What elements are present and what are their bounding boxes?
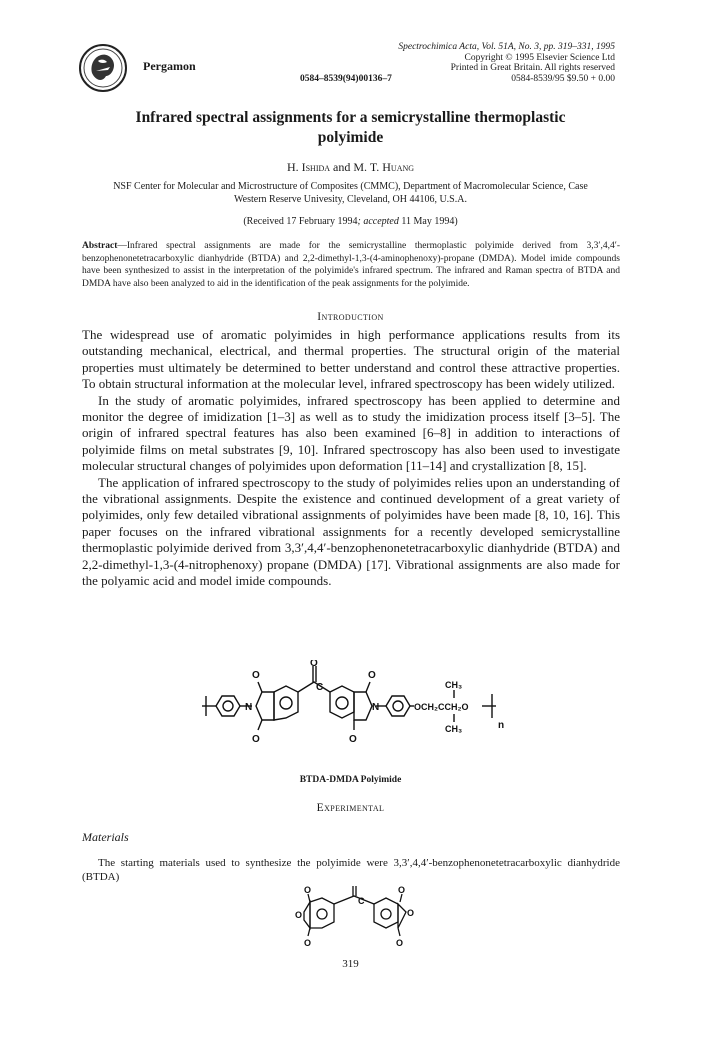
methyl-group: CH₃ — [445, 680, 463, 690]
price-line: 0584-8539/95 $9.50 + 0.00 — [511, 73, 615, 84]
publisher-logo — [78, 43, 128, 93]
article-title: Infrared spectral assignments for a semicrystalline thermoplastic polyimide — [135, 109, 566, 146]
atom-o: O — [368, 670, 376, 681]
introduction-body — [82, 327, 620, 590]
materials-text: The starting materials used to synthesize the polyimide were 3,3′,4,4′-benzophenonetetracarboxylic dianhydride (BTDA) — [82, 857, 620, 883]
figure-caption: BTDA-DMDA Polyimide — [299, 775, 402, 785]
polyimide-structure — [200, 660, 520, 772]
atom-o: O — [349, 734, 357, 745]
atom-n: N — [372, 702, 380, 713]
introduction-heading: Introduction — [317, 311, 384, 323]
received-line: (Received 17 February 1994; accepted 11 May 1994) — [243, 216, 458, 227]
author-line — [0, 160, 701, 175]
intro-paragraph-2: In the study of aromatic polyimides, infrared spectroscopy has been applied to determine and monitor the degree of imidization [1–3] as well as to study the imidization process itself [3–5]. The origin of infrared spectral features has also been examined [6–8] in addition to interactions of polyimide films on metal substrates [9, 10]. Infrared spectroscopy has also been used to investigate molecular structural changes of polyimides upon deformation [11–14] and crystallization [8, 15]. — [82, 392, 620, 474]
author-join: and — [330, 160, 354, 174]
atom-o: O — [252, 734, 260, 745]
atom-o: O — [295, 910, 303, 920]
printed-line: Printed in Great Britain. All rights reserved — [450, 63, 615, 74]
atom-c: C — [358, 896, 365, 906]
materials-subheading: Materials — [82, 830, 129, 844]
accepted-date: 11 May 1994 — [401, 216, 455, 227]
experimental-heading: Experimental — [316, 802, 385, 814]
article-code: 0584–8539(94)00136–7 — [300, 74, 392, 84]
btda-structure-svg — [290, 884, 420, 946]
journal-citation: Spectrochimica Acta, Vol. 51A, No. 3, pp. 319–331, 1995 — [398, 42, 615, 52]
atom-o: O — [407, 908, 415, 918]
abstract-label: Abstract — [82, 241, 118, 251]
received-date: 17 February 1994 — [286, 216, 358, 227]
btda-structure — [290, 884, 420, 946]
atom-o: O — [396, 938, 404, 946]
atom-o: O — [310, 660, 318, 669]
publisher-name: Pergamon — [143, 59, 196, 73]
polyimide-structure-svg — [200, 660, 520, 772]
dmda-chain: OCH₂CCH₂O — [414, 702, 469, 712]
abstract-text: —Infrared spectral assignments are made for the semicrystalline thermoplastic polyimide derived from 3,3′,4,4′-benzophenonetetracarboxylic dianhydride (BTDA) and 2,2-dimethyl-1,3-(4-aminophenoxy)-propane (DMDA). Model imide compounds have been synthesized to assist in the interpretation of the polyimide's infrared spectrum. The infrared and Raman spectra of BTDA and DMDA have also been analyzed to aid in the identification of the peak assignments for the polyimide. — [82, 241, 620, 289]
author-2: M. T. Huang — [353, 160, 415, 174]
atom-c: C — [316, 682, 324, 693]
author-1: H. Ishida — [286, 160, 331, 174]
page-number: 319 — [342, 958, 359, 970]
intro-paragraph-1: The widespread use of aromatic polyimides in high performance applications results from its outstanding mechanical, electrical, and thermal properties. The structural origin of the material properties must ultimately be determined to better understand and control these attractive properties. To obtain structural information at the molecular level, infrared spectroscopy has been widely utilized. — [82, 327, 620, 392]
repeat-subscript: n — [498, 720, 505, 731]
intro-paragraph-3: The application of infrared spectroscopy to the study of polyimides relies upon an understanding of the vibrational assignments. Despite the existence and continued development of a great variety of polyimides, only few detailed vibrational assignments of polyimides have been made [8, 10, 16]. This paper focuses on the infrared vibrational assignments for a recently developed semicrystalline thermoplastic polyimide derived from 3,3′,4,4′-benzophenonetetracarboxylic dianhydride (BTDA) and 2,2-dimethyl-1,3-(4-nitrophenoxy) propane (DMDA) [17]. Vibrational assignments are also made for the polyamic acid and model imide compounds. — [82, 474, 620, 589]
atom-o: O — [304, 938, 312, 946]
atom-o: O — [304, 885, 312, 895]
atom-o: O — [398, 885, 406, 895]
affiliation: NSF Center for Molecular and Microstructure of Composites (CMMC), Department of Macromolecular Science, Case Western Reserve Univesity, Cleveland, OH 44106, U.S.A. — [113, 181, 588, 205]
methyl-group: CH₃ — [445, 724, 463, 734]
atom-o: O — [252, 670, 260, 681]
copyright-line: Copyright © 1995 Elsevier Science Ltd — [464, 52, 615, 63]
abstract — [82, 240, 620, 290]
atom-n: N — [245, 702, 253, 713]
